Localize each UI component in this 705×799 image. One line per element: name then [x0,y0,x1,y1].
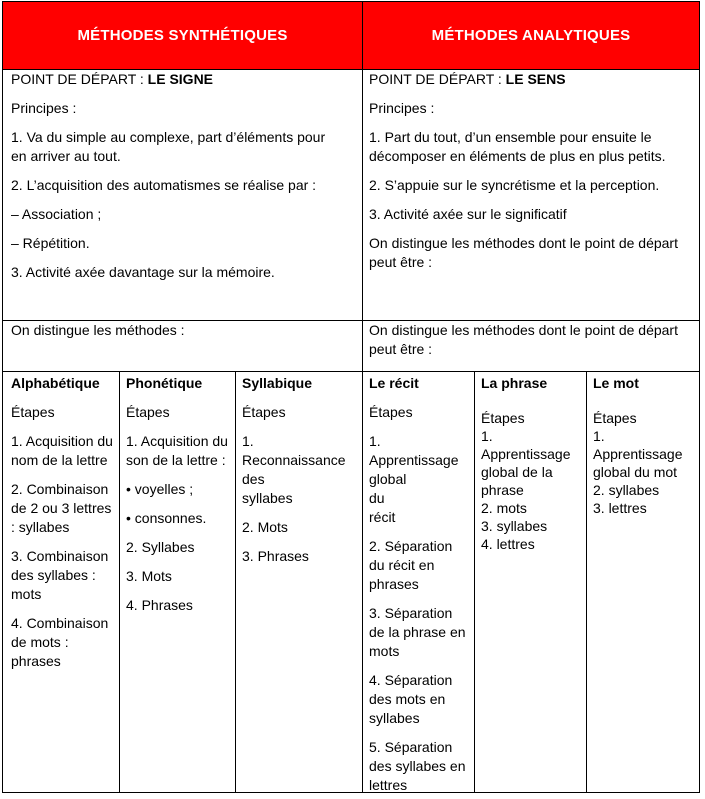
method-title: Le récit [369,375,419,391]
step: 1. Apprentissage global du récit [369,433,459,525]
step: 2. Combinaison de 2 ou 3 lettres : syllabes [11,481,112,535]
step: 3. syllabes [481,518,548,534]
method-alphabetique [11,374,115,671]
method-phonetique [126,374,230,615]
step: 4. lettres [481,536,535,552]
step: 4. Séparation des mots en syllabes [369,672,453,726]
header-synthetic: MÉTHODES SYNTHÉTIQUES [3,2,362,69]
step: 3. Mots [126,568,172,584]
step: 4. Combinaison de mots : phrases [11,615,109,669]
analytic-principle-1: 1. Part du tout, d’un ensemble pour ensuite le décomposer en éléments de plus en plus petits. [369,129,666,164]
divider-col-1 [119,371,120,792]
step: 3. lettres [593,500,647,516]
method-syllabique [242,374,356,566]
divider-col-5 [586,371,587,792]
analytic-principles-cell [369,70,687,272]
step: 3. Combinaison des syllabes : mots [11,548,109,602]
step: 1. Reconnaissance des syllabes [242,433,346,506]
synthetic-distinguish: On distingue les méthodes : [11,322,185,338]
synthetic-principle-3: – Association ; [11,206,102,222]
step: 4. Phrases [126,597,193,613]
method-title: Phonétique [126,375,203,391]
synthetic-principle-4: – Répétition. [11,235,90,251]
step: 2. mots [481,500,527,516]
steps-label: Étapes [11,404,55,420]
synthetic-principles-title: Principes : [11,100,77,116]
analytic-start-point: POINT DE DÉPART : LE SENS [369,71,566,87]
step: 2. Mots [242,519,288,535]
method-title: Alphabétique [11,375,100,391]
analytic-start-value: LE SENS [505,71,566,87]
step: 3. Séparation de la phrase en mots [369,605,466,659]
step: 5. Séparation des syllabes en lettres [369,739,466,793]
synthetic-principle-1: 1. Va du simple au complexe, part d’éléments pour en arriver au tout. [11,129,326,164]
steps-label: Étapes [593,410,637,426]
step: 2. Syllabes [126,539,195,555]
method-la-phrase [481,374,581,553]
steps-label: Étapes [481,410,525,426]
step: 1. Acquisition du son de la lettre : [126,433,228,468]
divider-main [362,2,363,792]
divider-col-4 [474,371,475,792]
synthetic-principle-5: 3. Activité axée davantage sur la mémoire. [11,264,275,280]
analytic-distinguish: On distingue les méthodes dont le point de départ peut être : [369,322,678,357]
step: 1. Apprentissage global du mot [593,428,683,480]
method-le-recit [369,374,469,795]
header-analytic: MÉTHODES ANALYTIQUES [363,2,699,69]
step: • voyelles ; [126,481,194,497]
synthetic-start-point: POINT DE DÉPART : LE SIGNE [11,71,214,87]
method-title: La phrase [481,375,548,391]
steps-label: Étapes [126,404,170,420]
analytic-principle-2: 2. S’appuie sur le syncrétisme et la perception. [369,177,660,193]
synthetic-principles-cell [11,70,351,282]
step: 1. Acquisition du nom de la lettre [11,433,113,468]
steps-label: Étapes [369,404,413,420]
method-le-mot [593,374,693,517]
synthetic-principle-2: 2. L’acquisition des automatismes se réalise par : [11,177,317,193]
analytic-principle-4: On distingue les méthodes dont le point de départ peut être : [369,235,678,270]
step: 1. Apprentissage global de la phrase [481,428,571,498]
divider-col-2 [235,371,236,792]
analytic-principle-3: 3. Activité axée sur le significatif [369,206,567,222]
method-title: Le mot [593,375,639,391]
step: • consonnes. [126,510,207,526]
synthetic-start-value: LE SIGNE [147,71,214,87]
step: 2. Séparation du récit en phrases [369,538,453,592]
analytic-principles-title: Principes : [369,100,435,116]
methods-comparison-table [2,1,700,793]
method-title: Syllabique [242,375,313,391]
steps-label: Étapes [242,404,286,420]
step: 2. syllabes [593,482,660,498]
divider-distinguish [3,371,699,372]
step: 3. Phrases [242,548,309,564]
